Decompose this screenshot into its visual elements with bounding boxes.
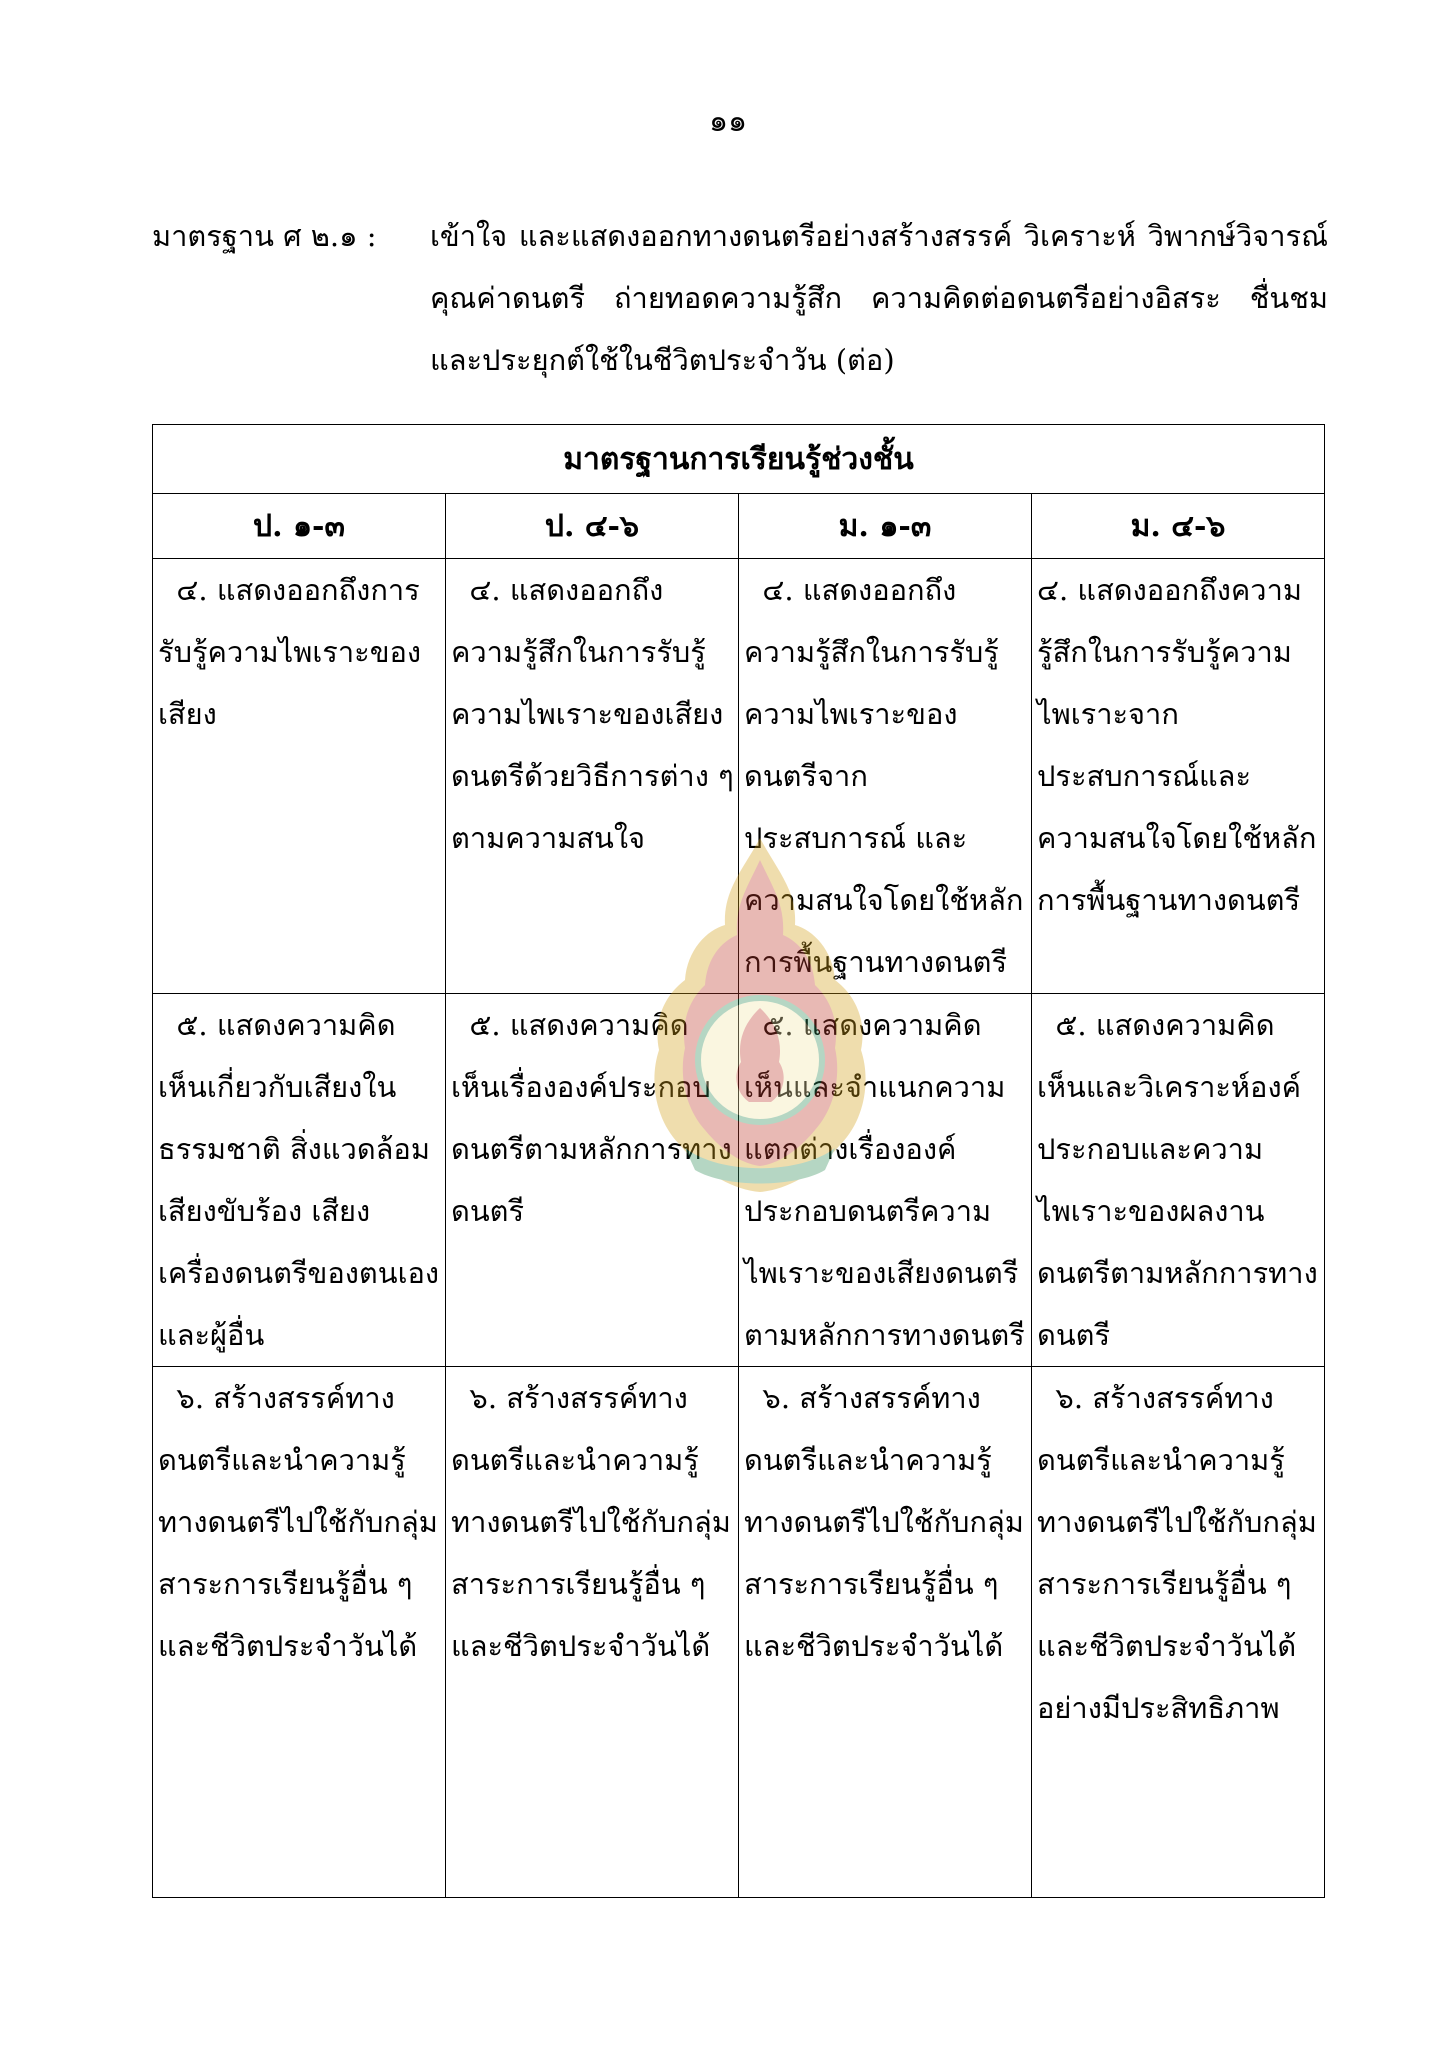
column-header: ป. ๑-๓: [153, 494, 446, 559]
table-cell: ๖. สร้างสรรค์ทางดนตรีและนำความรู้ทางดนตรีไปใช้กับกลุ่มสาระการเรียนรู้อื่น ๆ และชีวิตประจำวันได้: [446, 1367, 739, 1898]
table-cell: ๖. สร้างสรรค์ทางดนตรีและนำความรู้ทางดนตรีไปใช้กับกลุ่มสาระการเรียนรู้อื่น ๆ และชีวิตประจำวันได้: [739, 1367, 1032, 1898]
column-header: ม. ๑-๓: [739, 494, 1032, 559]
table-cell: ๕. แสดงความคิดเห็นเกี่ยวกับเสียงในธรรมชาติ สิ่งแวดล้อม เสียงขับร้อง เสียงเครื่องดนตรีของตนเองและผู้อื่น: [153, 994, 446, 1367]
learning-standards-table: [152, 424, 1325, 1898]
standard-heading: [152, 205, 1327, 385]
column-header: ม. ๔-๖: [1032, 494, 1325, 559]
standard-label: มาตรฐาน ศ ๒.๑ :: [152, 219, 377, 253]
table-cell: ๔. แสดงออกถึงความรู้สึกในการรับรู้ความไพเราะของเสียงดนตรีด้วยวิธีการต่าง ๆ ตามความสนใจ: [446, 559, 739, 994]
table-row: [153, 1367, 1325, 1898]
table-row: [153, 994, 1325, 1367]
table-cell: ๕. แสดงความคิดเห็นและวิเคราะห์องค์ประกอบและความไพเราะของผลงานดนตรีตามหลักการทางดนตรี: [1032, 994, 1325, 1367]
table-title: มาตรฐานการเรียนรู้ช่วงชั้น: [153, 425, 1325, 494]
table-cell: ๔. แสดงออกถึงการรับรู้ความไพเราะของเสียง: [153, 559, 446, 994]
table-cell: ๕. แสดงความคิดเห็นและจำแนกความแตกต่างเรื่ององค์ประกอบดนตรีความไพเราะของเสียงดนตรีตามหลักการทางดนตรี: [739, 994, 1032, 1367]
table-row: [153, 559, 1325, 994]
table-cell: ๖. สร้างสรรค์ทางดนตรีและนำความรู้ทางดนตรีไปใช้กับกลุ่มสาระการเรียนรู้อื่น ๆ และชีวิตประจำวันได้อย่างมีประสิทธิภาพ: [1032, 1367, 1325, 1898]
table-cell: ๔. แสดงออกถึงความรู้สึกในการรับรู้ความไพเราะของดนตรีจากประสบการณ์ และความสนใจโดยใช้หลักการพื้นฐานทางดนตรี: [739, 559, 1032, 994]
page-number: ๑๑: [708, 104, 748, 139]
standard-description: เข้าใจ และแสดงออกทางดนตรีอย่างสร้างสรรค์ วิเคราะห์ วิพากษ์วิจารณ์ คุณค่าดนตรี ถ่ายทอดความรู้สึก ความคิดต่อดนตรีอย่างอิสระ ชื่นชม และประยุกต์ใช้ในชีวิตประจำวัน (ต่อ): [430, 219, 1328, 377]
column-header: ป. ๔-๖: [446, 494, 739, 559]
table-cell: ๖. สร้างสรรค์ทางดนตรีและนำความรู้ทางดนตรีไปใช้กับกลุ่มสาระการเรียนรู้อื่น ๆ และชีวิตประจำวันได้: [153, 1367, 446, 1898]
table-cell: ๔. แสดงออกถึงความรู้สึกในการรับรู้ความไพเราะจากประสบการณ์และความสนใจโดยใช้หลักการพื้นฐานทางดนตรี: [1032, 559, 1325, 994]
table-header-row: [153, 494, 1325, 559]
table-cell: ๕. แสดงความคิดเห็นเรื่ององค์ประกอบดนตรีตามหลักการทางดนตรี: [446, 994, 739, 1367]
